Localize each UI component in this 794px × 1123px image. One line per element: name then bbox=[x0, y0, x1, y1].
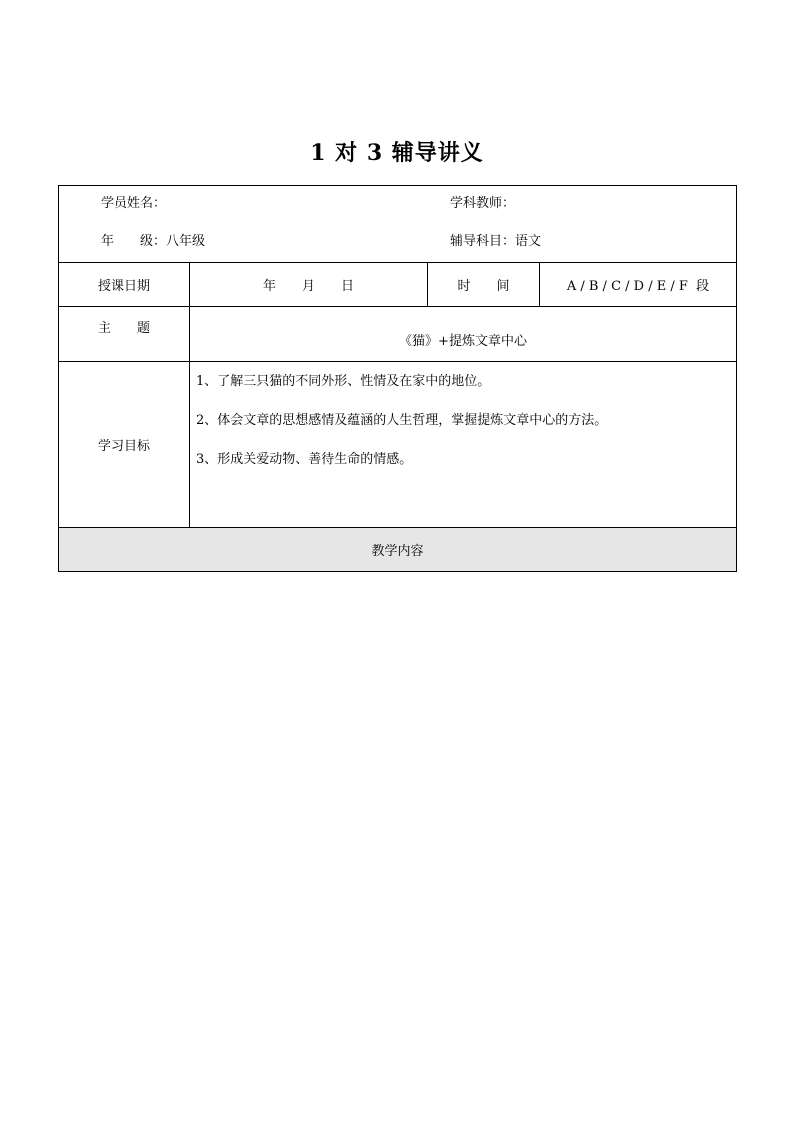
teaching-content-cell bbox=[59, 528, 737, 572]
document-title: 1 对 3 辅导讲义 bbox=[310, 140, 484, 166]
lesson-plan-table bbox=[58, 185, 737, 572]
time-label: 时 间 bbox=[457, 279, 510, 294]
goal-item: 1、了解三只猫的不同外形、性情及在家中的地位。 bbox=[196, 374, 491, 389]
date-label-cell bbox=[59, 263, 190, 307]
topic-label-cell bbox=[59, 307, 190, 362]
time-label-cell bbox=[428, 263, 540, 307]
goals-list bbox=[190, 362, 737, 528]
subject-label: 辅导科目：语文 bbox=[450, 234, 542, 249]
goals-label-cell bbox=[59, 362, 190, 528]
date-label: 授课日期 bbox=[97, 279, 150, 294]
date-value-cell bbox=[190, 263, 428, 307]
student-name-label: 学员姓名： bbox=[101, 196, 167, 211]
topic-value: 《猫》+提炼文章中心 bbox=[399, 333, 527, 349]
goal-item: 3、形成关爱动物、善待生命的情感。 bbox=[196, 452, 413, 467]
goals-label: 学习目标 bbox=[97, 439, 150, 454]
grade-label: 年 级：八年级 bbox=[101, 234, 206, 249]
topic-label: 主 题 bbox=[97, 321, 150, 336]
time-value: A / B / C / D / E / F 段 bbox=[566, 279, 710, 294]
goal-item: 2、体会文章的思想感情及蕴涵的人生哲理，掌握提炼文章中心的方法。 bbox=[196, 413, 608, 428]
date-value: 年 月 日 bbox=[262, 279, 354, 294]
topic-value-cell bbox=[190, 307, 737, 362]
time-value-cell bbox=[540, 263, 737, 307]
teacher-label: 学科教师： bbox=[450, 196, 516, 211]
student-info-cell bbox=[59, 186, 737, 263]
teaching-content-label: 教学内容 bbox=[371, 544, 424, 559]
